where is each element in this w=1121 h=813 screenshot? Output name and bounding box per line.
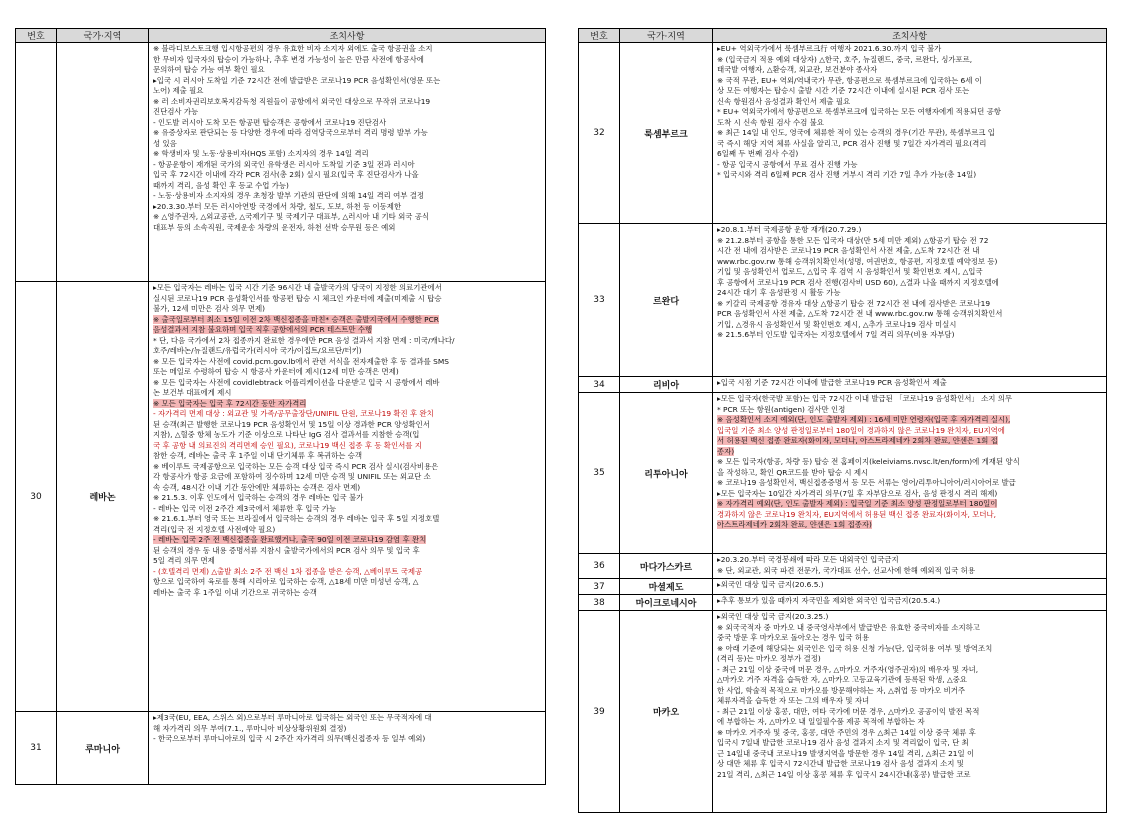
measure-line: ▸제3국(EU, EEA, 스위스 외)으로부터 루마니아로 입국하는 외국인 또는 무국적자에 대 [153,713,432,722]
measure-line: ※ 음성확인서 소지 예외(단, 인도 출발자 제외) : 16세 미만 연령자(입국 후 자가격리 실시), [717,415,1011,424]
measure-line: 호주/레바논/뉴질랜드/유럽국가(러시아 국가/이집트/요르단/터키) [153,346,362,355]
country-name: 마이크로네시아 [620,595,713,611]
table-row [579,595,1107,611]
measure-line: ※ 아래 기준에 해당되는 외국인은 입국 허용 신청 가능(단, 입국허용 여부 및 방역조치 [717,643,993,653]
measure-line: - 한국으로부터 루마니아로의 입국 시 2주간 자가격리 의무(백신접종자 등 일부 예외) [153,734,426,743]
row-number: 37 [579,579,620,595]
measure-line: - 노동·상용비자 소지자의 경우 초청장 발부 기관의 판단에 의해 14일 격리 여부 결정 [153,191,425,200]
measure-line: ※ 키갈리 국제공항 경유자 대상 △항공기 탑승 전 72시간 전 내에 검사받은 코로나19 [717,298,991,308]
country-name: 마셜제도 [620,579,713,595]
measure-line: (격리 등)는 마카오 정부가 결정) [717,654,821,663]
measure-line: ▸외국인 대상 입국 금지(20.3.25.) [717,612,829,621]
measures-cell [713,554,1107,579]
row-number: 31 [16,712,57,785]
row-number: 38 [579,595,620,611]
measure-line: ※ 단, 외교관, 외국 파견 전문가, 국가대표 선수, 선교사에 한해 예외적 입국 허용 [717,565,975,575]
measures-cell [713,377,1107,393]
measure-line: 아스트라제네카 2회차 완료, 얀센은 1회 접종자) [717,520,872,529]
measure-line: ※ 코로나19 음성확인서, 백신접종증명서 등 모든 서류는 영어/리투아니아어/러시아어로 발급 [717,478,1016,487]
measure-line: △마카오 거주 자격을 습득한 자, △마카오 고등교육기관에 등록된 학생, △중요 [717,675,967,684]
table-row [579,224,1107,377]
left-table-column [15,28,545,785]
measure-line: 항으로 입국하여 육로를 통해 시리아로 입국하는 승객, △18세 미만 미성년 승객, △ [153,577,419,586]
header-country: 국가·지역 [57,29,149,43]
row-number: 32 [579,43,620,224]
measure-line: 속 승객, 48시간 이내 기간 동안에만 체류하는 승객은 검사 면제) [153,482,361,492]
measures-cell [713,611,1107,813]
country-name: 리투아니아 [620,393,713,554]
measure-line: 근 14일내 중국내 코로나19 발생지역을 방문한 경우 14일 격리, △최근 21일 이 [717,748,975,758]
measure-line: ▸입국 시점 기준 72시간 이내에 발급한 코로나19 PCR 음성확인서 제출 [717,378,947,387]
measure-line: 신속 항원검사 음성결과 확인서 제출 필요 [717,96,851,106]
measure-line: ※ 외국국적자 중 마카오 내 중국영사부에서 발급받은 유효한 중국비자를 소지하고 [717,622,980,632]
measures-cell [713,224,1107,377]
measure-line: PCR 음성확인서 사전 제출, △도착 72시간 전 내 www.rbc.gov.rw 통해 승객위치확인서 [717,309,1003,318]
table-row [579,393,1107,554]
measure-line: 문의하여 탑승 가능 여부 확인 필요 [153,65,265,74]
measure-line: 된 승객(최근 발행한 코로나19 PCR 음성확인서 및 15일 이상 경과한 PCR 양성확인서 [153,419,430,429]
measure-line: ※ 출국일로부터 최소 15일 이전 2차 백신접종을 마친* 승객은 출발지국에서 수행한 PCR [153,314,439,324]
measure-line: - 항공 입국시 공항에서 무료 검사 진행 가능 [717,159,858,169]
measure-line: ※ 최근 14일 내 인도, 영국에 체류한 적이 있는 승객의 경우(기간 무관), 룩셈부르크 입 [717,128,995,137]
measure-line: 도착 시 신속 항원 검사 수검 불요 [717,117,824,127]
country-name: 르완다 [620,224,713,377]
measure-line: 성 있음 [153,138,177,148]
measure-line: ▸모든 입국자는 레바논 입국 시간 기준 96시간 내 출발국가의 당국이 지정한 의료기관에서 [153,283,442,292]
measure-line: 진단검사 가능 [153,107,199,116]
measure-line: 입국 후 72시간 이내에 각각 PCR 검사(총 2회) 실시 필요(입국 후 진단검사가 나올 [153,170,419,179]
header-number: 번호 [16,29,57,43]
table-row [579,43,1107,224]
measure-line: 체류자격을 습득한 자 또는 그의 배우자 및 자녀 [717,696,870,705]
header-measures: 조치사항 [713,29,1107,43]
measure-line: ※ 마카오 거주자 및 중국, 홍콩, 대만 주민의 경우 △최근 14일 이상 중국 체류 후 [717,727,976,737]
measure-line: ※ 모든 입국자는 사전에 covid.pcm.gov.lb에서 관련 서식을 전자제출한 후 동 결과를 SMS [153,356,449,366]
measures-cell [713,579,1107,595]
measure-line: - 최근 21일 이상 중국에 머문 경우, △마카오 거주자(영주권자)의 배우자 및 자녀, [717,664,979,674]
measure-line: ※ 모든 입국자(항공, 차량 등) 탑승 전 홈페이지(keleiviams.nvsc.lt/en/form)에 게재된 양식 [717,457,1020,466]
measure-line: 한 사업, 학술적 목적으로 마카오를 방문해야하는 자, △취업 등 마카오 비거주 [717,685,966,695]
table-row [579,377,1107,393]
measure-line: - 레바논 입국 2주 전 백신접종을 완료했거나, 출국 90일 이전 코로나19 감염 후 완치 [153,535,427,544]
measures-cell [149,43,546,282]
measures-table [15,28,546,785]
measure-line: ▸입국 시 러시아 도착일 기준 72시간 전에 발급받은 코로나19 PCR 음성확인서(영문 또는 [153,75,441,85]
table-row [16,712,546,785]
measure-line: 레바논 출국 후 1주일 이내 기간으로 귀국하는 승객 [153,587,317,597]
measure-line: 서 허용된 백신 접종 완료자(화이자, 모더나, 아스트라제네카 2회차 완료, 얀센은 1회 접 [717,436,998,445]
right-table-column [578,28,1106,813]
measures-cell [713,595,1107,611]
measure-line: * PCR 또는 항원(antigen) 검사만 인정 [717,404,846,414]
header-number: 번호 [579,29,620,43]
measure-line: ※ 21.5.3. 이후 인도에서 입국하는 승객의 경우 레바논 입국 불가 [153,493,364,502]
measure-line: 국 후 공항 내 의료진의 격리면제 승인 필요), 코로나19 백신 접종 후 동 확인서를 지 [153,440,422,450]
measure-line: ※ 블라디보스토크행 입시항공편의 경우 유효한 비자 소지자 외에도 출국 항공권을 소지 [153,44,433,53]
row-number: 39 [579,611,620,813]
table-header-row [16,29,546,43]
measure-line: 상 모든 여행자는 탑승시 출발 시간 기준 72시간 이내에 실시된 PCR 검사 또는 [717,86,970,95]
table-row [16,43,546,282]
measure-line: - (호텔격리 면제) △출발 최소 2주 전 백신 1차 접종을 받은 승객, △베이루트 국제공 [153,566,423,576]
measure-line: ※ 모든 입국자는 입국 후 72시간 동안 자가격리 [153,398,307,408]
measure-line: 또는 메일로 수령하여 탑승 시 항공사 카운터에 제시(12세 미만 승객은 면제) [153,367,399,376]
measures-cell [713,43,1107,224]
measure-line: 논 보건부 대표에게 제시 [153,388,232,397]
measure-line: ※ (입국금지 적용 예외 대상자) △한국, 호주, 뉴질랜드, 중국, 르완다, 싱가포르, [717,54,973,64]
measure-line: 종자) [717,446,735,456]
measure-line: - 자가격리 면제 대상 : 외교관 및 가족/공무출장단/UNIFIL 단원, 코로나19 확진 후 완치 [153,409,434,418]
measure-line: ※ 21.2.8부터 공항을 통한 모든 입국자 대상(만 5세 미만 제외) △항공기 탑승 전 72 [717,235,989,245]
header-country: 국가·지역 [620,29,713,43]
measure-line: 음성결과서 지참 불요하며 입국 직후 공항에서의 PCR 테스트만 수행 [153,325,373,334]
table-header-row [579,29,1107,43]
table-row [579,579,1107,595]
country-name: 루마니아 [57,712,149,785]
country-name: 마카오 [620,611,713,813]
table-row [16,282,546,712]
measure-line: 대표부 등의 소속직원, 국제운송 차량의 운전자, 하천 선박 승무원 등은 예외 [153,222,396,232]
measure-line: - 항공운항이 재개된 국가의 외국인 유학생은 러시아 도착일 기준 3일 전과 러시아 [153,159,415,169]
measure-line: ※ 베이루트 국제공항으로 입국하는 모든 승객 대상 입국 즉시 PCR 검사 실시(검사비용은 [153,461,439,471]
country-name: 레바논 [57,282,149,712]
measure-line: 5일 격리 의무 면제 [153,556,215,565]
table-row [579,554,1107,579]
measure-line: * 단, 다음 국가에서 2차 접종까지 완료한 경우에만 PCR 음성 결과서 지참 면제 : 미국/캐나다/ [153,335,455,345]
row-number: 34 [579,377,620,393]
measure-line: * EU+ 역외국가에서 항공편으로 룩셈부르크에 입국하는 모든 여행자에게 적용되던 공항 [717,107,1001,116]
measure-line: 격리(입국 전 지정호텔 사전예약 필요) [153,524,276,534]
row-number: 35 [579,393,620,554]
table-row [579,611,1107,813]
measure-line: ※ △영주권자, △외교공관, △국제기구 및 국제기구 대표부, △러시아 내 기타 외국 공식 [153,212,430,221]
measure-line: 경과하지 않은 코로나19 완치자, EU지역에서 허용된 백신 접종 완료자(화이자, 모더나, [717,509,997,519]
measure-line: 태국발 여행자, △환승객, 외교관, 보건분야 종사자 [717,65,878,74]
row-number: 33 [579,224,620,377]
row-number [16,43,57,282]
measure-line: 해 자가격리 의무 부여(7.1., 루마니아 비상상황위원회 결정) [153,723,347,733]
measure-line: 시간 전 내에 검사받은 코로나19 PCR 음성확인서 사전 제출, △도착 72시간 전 내 [717,246,980,255]
measure-line: ▸20.3.20.부터 국경봉쇄에 따라 모든 내외국인 입국금지 [717,555,899,564]
measure-line: 상 대만 체류 후 입국시 72시간내 발급한 코로나19 검사 음성 결과지 소지 및 [717,759,964,768]
measure-line: ▸20.8.1.부터 국제공항 운항 재개(20.7.29.) [717,225,862,234]
measure-line: ▸20.3.30.부터 모든 러시아연방 국경에서 차량, 철도, 도보, 하천 등 이동제한 [153,201,402,211]
header-measures: 조치사항 [149,29,546,43]
measure-line: - 인도발 러시아 도착 모든 항공편 탑승객은 공항에서 코로나19 진단검사 [153,117,387,127]
measure-line: 노어) 제출 필요 [153,86,204,95]
measure-line: ※ 러 소비자권리보호복지감독청 직원들이 공항에서 외국인 대상으로 무작위 코로나19 [153,96,431,106]
measure-line: www.rbc.gov.rw 통해 승객위치확인서(성명, 여권번호, 항공편, 지정호텔 예약정보 등) [717,256,998,266]
measure-line: ▸모든 입국자는 10일간 자가격리 의무(7일 후 자부담으로 검사, 음성 판정시 격리 해제) [717,488,998,498]
measure-line: ※ 유증상자로 판단되는 등 다양한 경우에 따라 검역당국으로부터 격리 명령 발부 가능 [153,128,428,137]
measure-line: ▸모든 입국자(한국발 포함)는 입국 72시간 이내 발급된 「코로나19 음성확인서」 소지 의무 [717,394,1013,403]
measures-cell [149,712,546,785]
row-number: 36 [579,554,620,579]
measure-line: - 레바논 입국 이전 2주간 제3국에서 체류한 후 입국 가능 [153,503,337,513]
measure-line: 입국일 기준 최소 양성 판정일로부터 180일이 경과하지 않은 코로나19 완치자, EU지역에 [717,425,1005,435]
measure-line: 한 무비자 입국자의 탑승이 가능하나, 추후 변경 가능성이 높은 만큼 사전에 항공사에 [153,54,424,64]
row-number: 30 [16,282,57,712]
country-name: 마다가스카르 [620,554,713,579]
measure-line: 중국 방문 후 마카오로 돌아오는 경우 입국 허용 [717,633,870,642]
measure-line: 기입 및 음성확인서 업로드, △입국 후 검역 시 음성확인서 및 확인번호 제시, △입국 [717,267,983,276]
measure-line: ▸EU+ 역외국가에서 룩셈부르크行 여행자 2021.6.30.까지 입국 불가 [717,44,942,53]
measure-line: 불가, 12세 미만은 검사 의무 면제) [153,304,266,313]
measure-line: 참한 승객, 레바논 출국 후 1주일 이내 단기체류 후 복귀하는 승객 [153,451,363,460]
measures-cell [713,393,1107,554]
measure-line: ▸추후 통보가 있을 때까지 자국민을 제외한 외국인 입국금지(20.5.4.) [717,596,941,605]
measure-line: 때까지 격리, 음성 확인 후 등교 수업 가능) [153,180,289,190]
measure-line: 후 공항에서 코로나19 PCR 검사 진행(검사비 USD 60), △결과 나올 때까지 지정호텔에 [717,277,999,287]
country-name: 룩셈부르크 [620,43,713,224]
measure-line: * 입국시와 격리 6일째 PCR 검사 진행 거부시 격리 기간 7일 추가 가능(총 14일) [717,170,977,179]
measure-line: 각 항공사가 항공 요금에 포함하여 징수하며 12세 미만 승객 및 UNIFIL 또는 외교단 소 [153,472,431,481]
measure-line: 된 승객의 경우 동 내용 증명서류 지참시 출발국가에서의 PCR 검사 의무 및 입국 후 [153,545,420,555]
measure-line: 6일째 두 번째 검사 수검) [717,149,799,158]
measure-line: 실시된 코로나19 PCR 음성확인서를 항공편 탑승 시 체크인 카운터에 제출(미제출 시 탑승 [153,293,442,303]
measure-line: ※ 국적 무관, EU+ 역외/역내국가 무관, 항공편으로 룩셈부르크에 입국하는 6세 이 [717,75,982,85]
measure-line: 에 부합하는 자, △마카오 내 일일필수품 제공 목적에 부합하는 자 [717,717,925,726]
country-name: 리비아 [620,377,713,393]
measure-line: 기입, △경유시 음성확인서 및 확인번호 제시, △추가 코로나19 검사 미실시 [717,319,957,329]
measure-line: - 최근 21일 이상 홍콩, 대만, 여타 국가에 머문 경우, △마카오 공공이익 발전 목적 [717,706,980,716]
measure-line: 21일 격리, △최근 14일 이상 홍콩 체류 후 입국시 24시간내(홍콩) 발급한 코로 [717,769,971,779]
measure-line: ※ 자가격리 예외(단, 인도 출발자 제외) : 입국일 기준 최소 양성 판정일로부터 180일이 [717,499,998,508]
measure-line: ※ 21.5.6부터 인도발 입국자는 지정호텔에서 7일 격리 의무(비용 자부담) [717,330,955,339]
measure-line: 국 즉시 해당 지역 체류 사실을 알리고, PCR 검사 진행 및 7일간 자가격리 필요(격리 [717,138,987,148]
measure-line: 을 작성하고, 확인 QR코드를 받아 탑승 시 제시 [717,467,869,477]
measure-line: ※ 학생비자 및 노동·상용비자(HQS 포함) 소지자의 경우 14일 격리 [153,149,369,158]
measure-line: 지참), △혈중 항체 농도가 기준 이상으로 나타난 IgG 검사 결과서를 지참한 승객(입 [153,430,420,439]
measures-table [578,28,1107,813]
measure-line: 24시간 대기 후 음성판정 시 활동 가능 [717,288,841,297]
measures-cell [149,282,546,712]
measure-line: ※ 모든 입국자는 사전에 covidlebtrack 어플리케이션을 다운받고 입국 시 공항에서 레바 [153,377,440,387]
country-name [57,43,149,282]
measure-line: 입국시 7일내 발급한 코로나19 검사 음성 결과지 소지 및 격리없이 입국, 단 최 [717,738,969,747]
measure-line: ▸외국인 대상 입국 금지(20.6.5.) [717,580,824,589]
measure-line: ※ 21.6.1.부터 영국 또는 브라질에서 입국하는 승객의 경우 레바논 입국 후 5일 지정호텔 [153,514,440,523]
